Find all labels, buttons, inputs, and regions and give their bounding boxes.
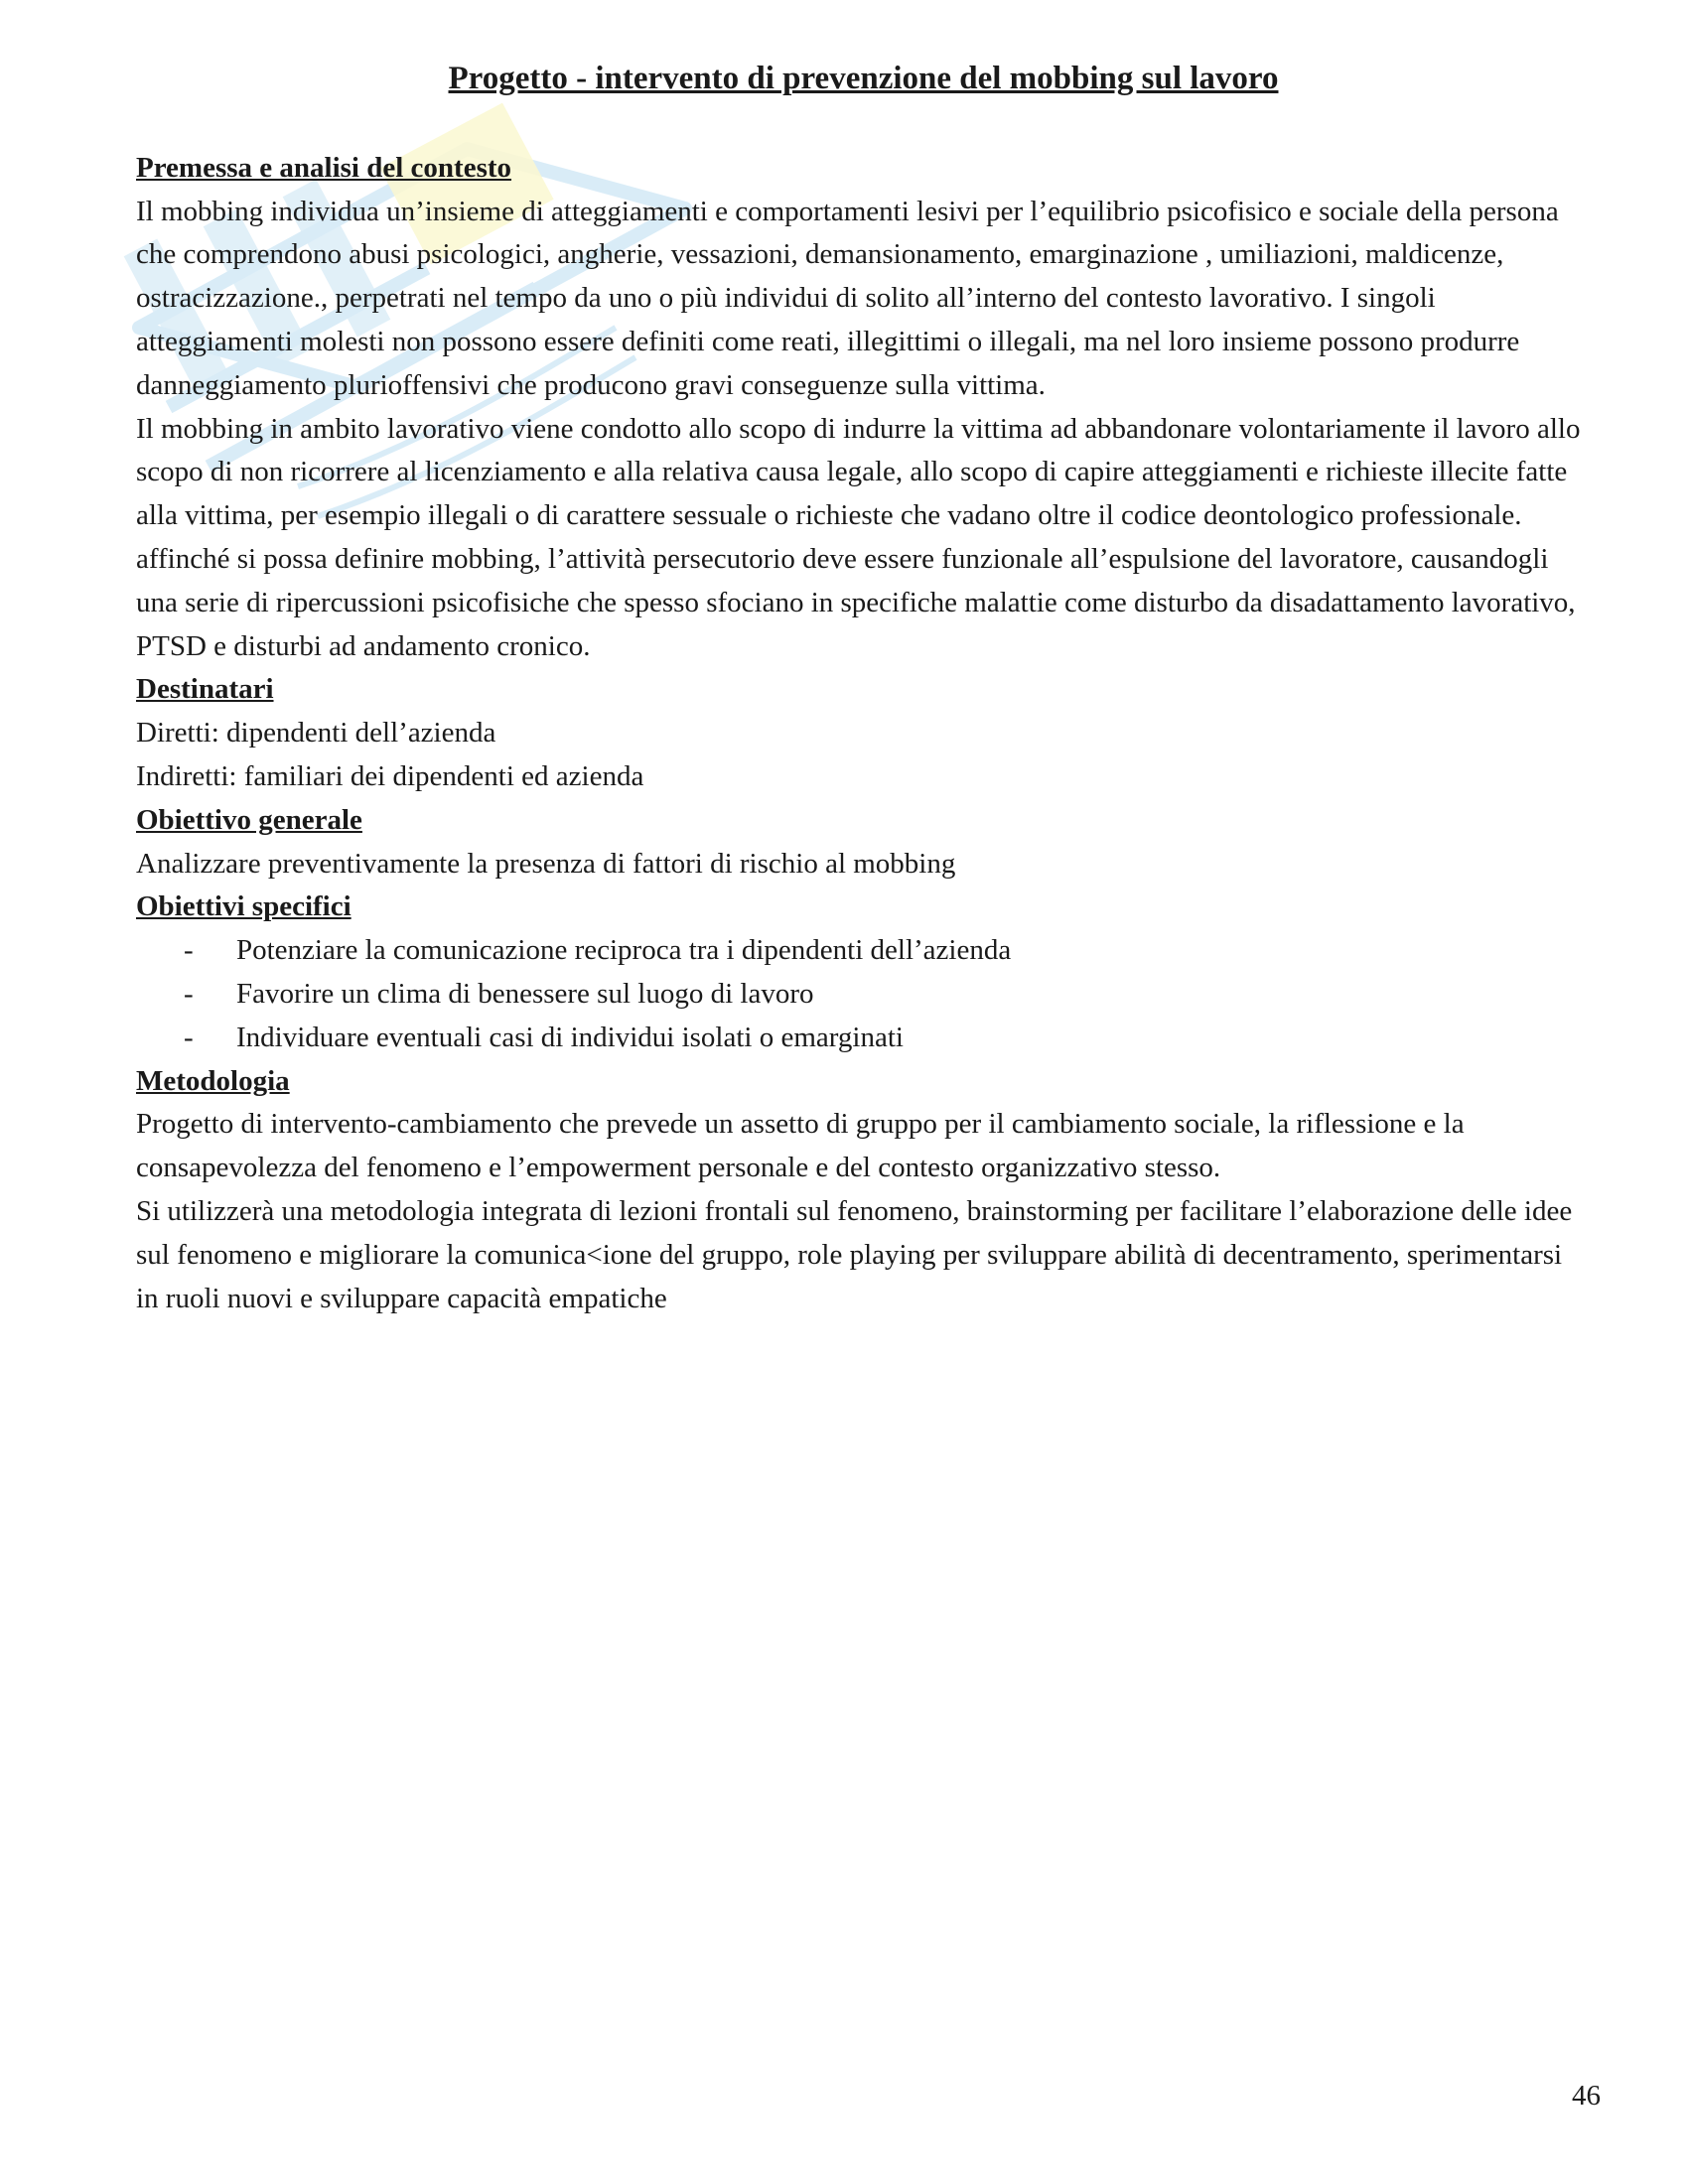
section-destinatari	[136, 668, 1591, 798]
premessa-paragraph-1: Il mobbing individua un’insieme di atteggiamenti e comportamenti lesivi per l’equilibrio psicofisico e sociale della persona che comprendono abusi psicologici, angherie, vessazioni, demansionamento, emarginazione , umiliazioni, maldicenze, ostracizzazione., perpetrati nel tempo da uno o più individui di solito all’interno del contesto lavorativo. I singoli atteggiamenti molesti non possono essere definiti come reati, illegittimi o illegali, ma nel loro insieme possono produrre danneggiamento plurioffensivi che producono gravi conseguenze sulla vittima.	[136, 195, 1559, 401]
destinatari-indiretti: Indiretti: familiari dei dipendenti ed azienda	[136, 760, 644, 793]
destinatari-diretti: Diretti: dipendenti dell’azienda	[136, 717, 496, 750]
document-content	[136, 58, 1591, 1320]
obiettivo-generale-text: Analizzare preventivamente la presenza di fattori di rischio al mobbing	[136, 847, 956, 880]
list-item	[136, 973, 1591, 1017]
section-heading-metodologia: Metodologia	[136, 1064, 290, 1097]
document-title: Progetto - intervento di prevenzione del mobbing sul lavoro	[448, 61, 1279, 96]
section-metodologia	[136, 1060, 1591, 1321]
list-item	[136, 1017, 1591, 1060]
list-bullet: -	[184, 1021, 194, 1053]
metodologia-paragraph-2: Si utilizzerà una metodologia integrata di lezioni frontali sul fenomeno, brainstorming per facilitare l’elaborazione delle idee sul fenomeno e migliorare la comunica<ione del gruppo, role playing per sviluppare abilità di decentramento, sperimentarsi in ruoli nuovi e sviluppare capacità empatiche	[136, 1195, 1573, 1314]
premessa-paragraph-2: Il mobbing in ambito lavorativo viene condotto allo scopo di indurre la vittima ad abbandonare volontariamente il lavoro allo scopo di non ricorrere al licenziamento e alla relativa causa legale, allo scopo di capire atteggiamenti e richieste illecite fatte alla vittima, per esempio illegali o di carattere sessuale o richieste che vadano oltre il codice deontologico professionale. affinché si possa definire mobbing, l’attività persecutorio deve essere funzionale all’espulsione del lavoratore, causandogli una serie di ripercussioni psicofisiche che spesso sfociano in specifiche malattie come disturbo da disadattamento lavorativo, PTSD e disturbi ad andamento cronico.	[136, 412, 1581, 662]
section-obiettivi-specifici	[136, 886, 1591, 1059]
list-item-text: Potenziare la comunicazione reciproca tra i dipendenti dell’azienda	[236, 934, 1012, 967]
section-heading-obiettivo-generale: Obiettivo generale	[136, 803, 362, 836]
section-heading-obiettivi-specifici: Obiettivi specifici	[136, 890, 352, 923]
list-item-text: Individuare eventuali casi di individui isolati o emarginati	[236, 1021, 904, 1053]
list-bullet: -	[184, 978, 194, 1011]
page-number: 46	[1572, 2080, 1601, 2112]
section-heading-premessa: Premessa e analisi del contesto	[136, 151, 512, 184]
list-bullet: -	[184, 934, 194, 967]
metodologia-paragraph-1: Progetto di intervento-cambiamento che prevede un assetto di gruppo per il cambiamento sociale, la riflessione e la consapevolezza del fenomeno e l’empowerment personale e del contesto organizzativo stesso.	[136, 1108, 1465, 1184]
section-heading-destinatari: Destinatari	[136, 673, 274, 706]
list-item-text: Favorire un clima di benessere sul luogo di lavoro	[236, 978, 814, 1011]
obiettivi-specifici-list	[136, 929, 1591, 1059]
section-obiettivo-generale	[136, 799, 1591, 887]
list-item	[136, 929, 1591, 973]
section-premessa	[136, 147, 1591, 669]
